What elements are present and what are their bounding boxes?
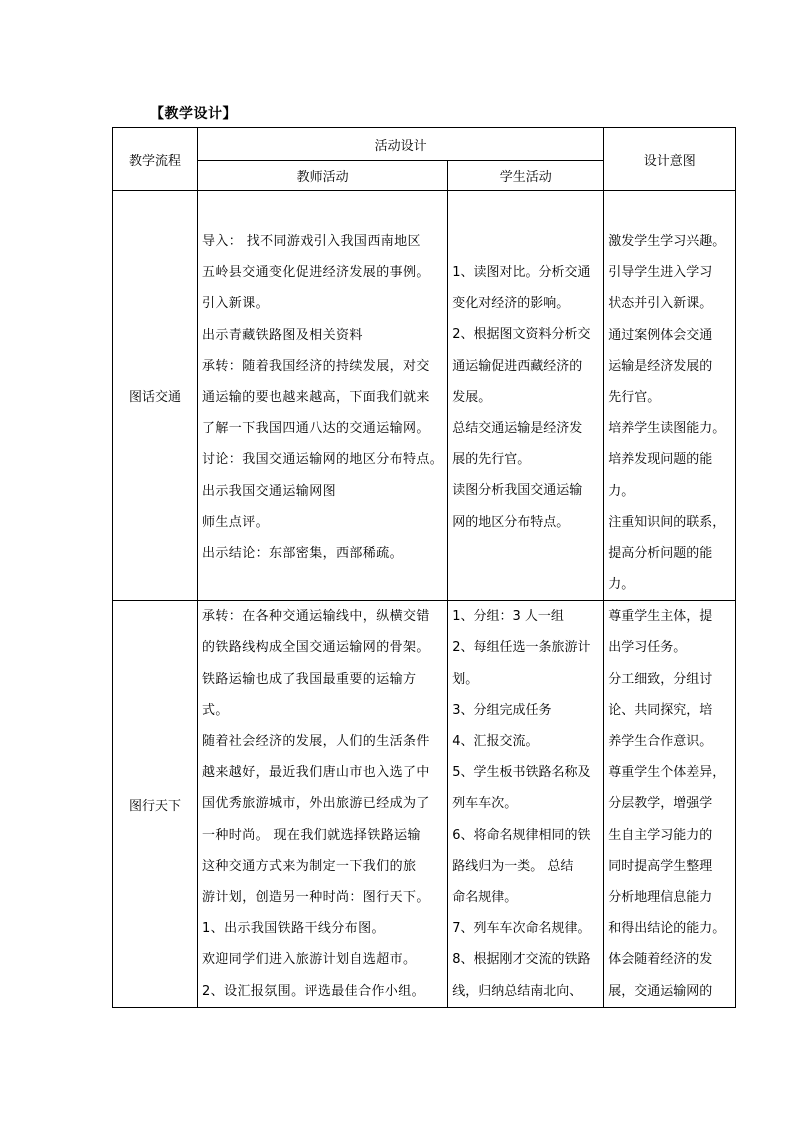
text-line: 出示我国交通运输网图 [202,483,337,499]
text-line: 运输是经济发展的 [608,358,713,374]
text-line: 3、分组完成任务 [452,702,552,718]
text-line: 网的地区分布特点。 [452,514,570,530]
text-line: 注重知识间的联系， [608,514,726,530]
text-line: 体会随着经济的发 [608,952,713,968]
text-line: 尊重学生主体，提 [608,609,713,625]
text-line: 承转：在各种交通运输线中，纵横交错 [202,609,430,625]
text-line: 激发学生学习兴趣。 [608,234,726,249]
text-line: 先行官。 [608,389,661,405]
text-line: 国优秀旅游城市，外出旅游已经成为了 [202,796,430,812]
text-line: 1、读图对比。分析交通 [452,265,591,280]
text-line: 出学习任务。 [608,640,687,656]
text-line: 出示青藏铁路图及相关资料 [202,327,363,343]
row-flow-label: 图话交通 [113,191,198,601]
text-line: 式。 [202,702,229,718]
text-line: 导入： 找不同游戏引入我国西南地区 [202,234,421,249]
header-teacher-activity: 教师活动 [198,161,448,191]
text-line: 状态并引入新课。 [608,296,713,312]
teacher-activity-cell [198,191,448,601]
table-row [113,191,736,601]
text-line: 2、设汇报氛围。评选最佳合作小组。 [202,983,426,999]
text-line: 通过案例体会交通 [608,327,713,343]
text-line: 的铁路线构成全国交通运输网的骨架。 [202,640,430,656]
text-line: 论、共同探究，培 [608,702,713,718]
text-line: 一种时尚。 现在我们就选择铁路运输 [202,827,421,843]
text-line: 展，交通运输网的 [608,983,713,999]
text-line: 总结交通运输是经济发 [452,420,583,436]
text-line: 划。 [452,671,479,687]
text-line: 承转：随着我国经济的持续发展，对交 [202,358,430,374]
text-line: 游计划，创造另一种时尚：图行天下。 [202,889,430,905]
design-intent-cell [604,191,736,601]
text-line: 展的先行官。 [452,452,531,468]
text-line: 列车车次。 [452,796,518,812]
text-line: 越来越好，最近我们唐山市也入选了中 [202,765,430,781]
student-activity-cell [448,601,604,1008]
text-line: 养学生合作意识。 [608,734,713,749]
text-line: 提高分析问题的能 [608,545,713,561]
text-line: 通运输的要也越来越高，下面我们就来 [202,389,430,405]
text-line: 五岭县交通变化促进经济发展的事例。 [202,265,430,281]
section-heading: 【教学设计】 [150,106,237,122]
text-line: 师生点评。 [202,514,270,530]
text-line: 引导学生进入学习 [608,265,713,281]
text-line: 力。 [608,483,635,499]
design-intent-cell [604,601,736,1008]
text-line: 4、汇报交流。 [452,734,539,749]
text-line: 同时提高学生整理 [608,858,713,874]
text-line: 引入新课。 [202,296,270,312]
text-line: 路线归为一类。 总结 [452,858,574,874]
text-line: 1、分组：3 人一组 [452,609,564,625]
text-line: 6、将命名规律相同的铁 [452,827,591,843]
text-line: 5、学生板书铁路名称及 [452,765,591,781]
text-line: 随着社会经济的发展，人们的生活条件 [202,734,430,749]
text-line: 2、每组任选一条旅游计 [452,640,591,656]
text-line: 分析地理信息能力 [608,889,713,905]
text-line: 讨论：我国交通运输网的地区分布特点。 [202,452,444,468]
text-line: 线，归纳总结南北向、 [452,983,583,999]
header-flow: 教学流程 [113,128,198,191]
teaching-design-table [112,127,736,1008]
text-line: 分工细致，分组讨 [608,671,713,687]
text-line: 2、根据图文资料分析交 [452,327,591,343]
text-line: 命名规律。 [452,889,518,905]
text-line: 变化对经济的影响。 [452,296,570,312]
table-row [113,601,736,1008]
row-flow-label: 图行天下 [113,601,198,1008]
text-line: 分层教学，增强学 [608,796,713,812]
text-line: 8、根据刚才交流的铁路 [452,952,591,968]
teacher-activity-cell [198,601,448,1008]
header-design-intent: 设计意图 [604,128,736,191]
header-student-activity: 学生活动 [448,161,604,191]
text-line: 了解一下我国四通八达的交通运输网。 [202,421,430,437]
text-line: 出示结论：东部密集，西部稀疏。 [202,545,404,561]
text-line: 欢迎同学们进入旅游计划自选超市。 [202,952,417,968]
text-line: 读图分析我国交通运输 [452,483,583,499]
text-line: 力。 [608,577,635,593]
text-line: 1、出示我国铁路干线分布图。 [202,921,385,937]
text-line: 和得出结论的能力。 [608,921,726,937]
text-line: 发展。 [452,389,492,405]
text-line: 培养学生读图能力。 [608,421,726,437]
text-line: 铁路运输也成了我国最重要的运输方 [202,671,417,687]
text-line: 培养发现问题的能 [608,452,713,468]
student-activity-cell [448,191,604,601]
text-line: 生自主学习能力的 [608,827,713,843]
text-line: 这种交通方式来为制定一下我们的旅 [202,858,417,874]
text-line: 尊重学生个体差异， [608,765,726,781]
header-activity-design: 活动设计 [198,128,604,161]
text-line: 通运输促进西藏经济的 [452,358,583,374]
text-line: 7、列车车次命名规律。 [452,921,591,937]
